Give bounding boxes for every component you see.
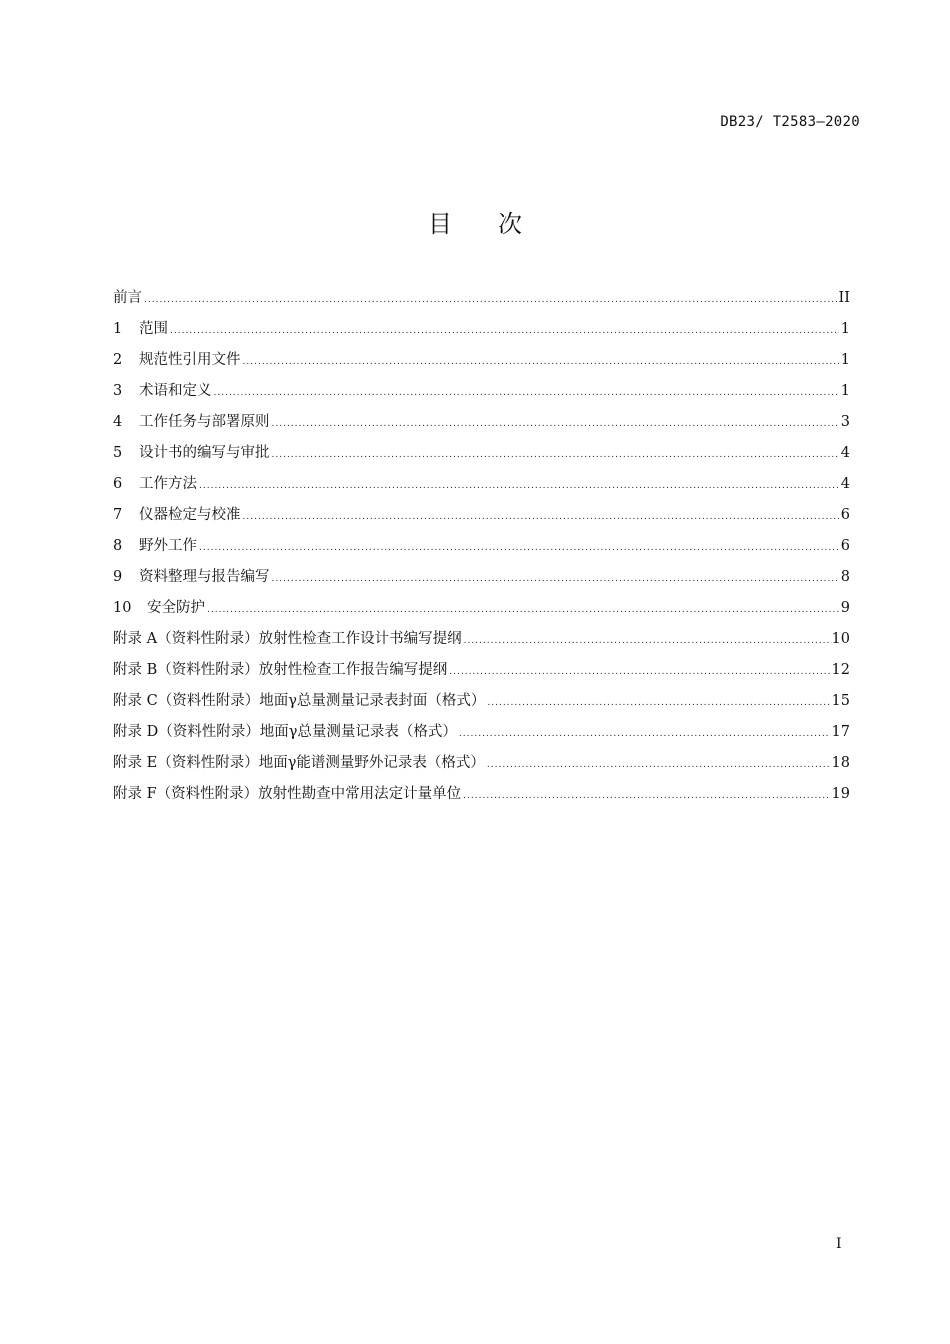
toc-entry-label: 地面γ能谱测量野外记录表（格式）	[258, 755, 485, 771]
toc-entry-appendix-e[interactable]	[113, 749, 850, 780]
toc-entry-label: 安全防护	[147, 600, 205, 616]
toc-dot-leader	[199, 472, 839, 500]
toc-entry-label: 放射性勘查中常用法定计量单位	[258, 786, 462, 802]
toc-section-number: 3	[113, 383, 123, 399]
toc-entry-label: 设计书的编写与审批	[139, 445, 270, 461]
toc-entry-foreword[interactable]	[113, 284, 850, 315]
toc-dot-leader	[487, 751, 830, 779]
toc-dot-leader	[243, 503, 839, 531]
toc-entry-label: 前言	[113, 290, 142, 306]
toc-entry-appendix-d[interactable]	[113, 718, 850, 749]
toc-entry-label: 规范性引用文件	[139, 352, 241, 368]
toc-page-number: 9	[840, 600, 850, 616]
toc-section-number: 9	[113, 569, 123, 585]
toc-dot-leader	[463, 782, 829, 810]
toc-dot-leader	[272, 410, 839, 438]
toc-entry-5[interactable]	[113, 439, 850, 470]
toc-page-number: 6	[840, 507, 850, 523]
toc-entry-1[interactable]	[113, 315, 850, 346]
toc-appendix-label: 附录 A（资料性附录）	[113, 631, 259, 647]
toc-entry-label: 野外工作	[139, 538, 197, 554]
toc-section-number: 2	[113, 352, 123, 368]
toc-entry-7[interactable]	[113, 501, 850, 532]
toc-section-number: 1	[113, 321, 123, 337]
toc-section-number: 6	[113, 476, 123, 492]
toc-section-number: 5	[113, 445, 123, 461]
toc-dot-leader	[464, 627, 830, 655]
toc-dot-leader	[272, 441, 839, 469]
toc-entry-label: 资料整理与报告编写	[139, 569, 270, 585]
toc-appendix-label: 附录 C（资料性附录）	[113, 693, 260, 709]
toc-entry-label: 地面γ总量测量记录表（格式）	[259, 724, 457, 740]
toc-entry-label: 范围	[139, 321, 168, 337]
toc-dot-leader	[459, 720, 830, 748]
toc-entry-8[interactable]	[113, 532, 850, 563]
page-title	[0, 204, 950, 239]
toc-entry-label: 工作方法	[139, 476, 197, 492]
toc-entry-label: 地面γ总量测量记录表封面（格式）	[259, 693, 486, 709]
toc-page-number: 10	[831, 631, 850, 647]
toc-entry-appendix-b[interactable]	[113, 656, 850, 687]
toc-page-number: 1	[840, 321, 850, 337]
toc-dot-leader	[207, 596, 839, 624]
toc-section-number: 8	[113, 538, 123, 554]
toc-appendix-label: 附录 B（资料性附录）	[113, 662, 259, 678]
toc-page-number: 4	[840, 476, 850, 492]
toc-page-number: 15	[831, 693, 850, 709]
toc-entry-3[interactable]	[113, 377, 850, 408]
toc-dot-leader	[243, 348, 839, 376]
toc-page-number: 8	[840, 569, 850, 585]
toc-entry-label: 术语和定义	[139, 383, 212, 399]
toc-page-number: 1	[840, 352, 850, 368]
toc-dot-leader	[144, 286, 837, 314]
toc-dot-leader	[214, 379, 839, 407]
toc-entry-label: 放射性检查工作报告编写提纲	[258, 662, 448, 678]
toc-page-number: 4	[840, 445, 850, 461]
toc-dot-leader	[170, 317, 839, 345]
toc-section-number: 4	[113, 414, 123, 430]
page-number: I	[836, 1236, 842, 1252]
page-title-char-2: 次	[498, 210, 522, 238]
table-of-contents	[113, 284, 850, 811]
toc-entry-4[interactable]	[113, 408, 850, 439]
toc-dot-leader	[487, 689, 829, 717]
toc-entry-label: 仪器检定与校准	[139, 507, 241, 523]
toc-entry-2[interactable]	[113, 346, 850, 377]
toc-page-number: 6	[840, 538, 850, 554]
toc-page-number: II	[838, 290, 850, 306]
toc-page-number: 19	[831, 786, 850, 802]
toc-entry-label: 放射性检查工作设计书编写提纲	[258, 631, 462, 647]
toc-entry-appendix-f[interactable]	[113, 780, 850, 811]
toc-dot-leader	[449, 658, 829, 686]
toc-dot-leader	[199, 534, 839, 562]
toc-section-number: 7	[113, 507, 123, 523]
toc-appendix-label: 附录 E（资料性附录）	[113, 755, 259, 771]
toc-page-number: 3	[840, 414, 850, 430]
toc-page-number: 18	[831, 755, 850, 771]
toc-page-number: 12	[831, 662, 850, 678]
document-code: DB23/ T2583—2020	[720, 114, 860, 130]
toc-entry-label: 工作任务与部署原则	[139, 414, 270, 430]
toc-page-number: 17	[831, 724, 850, 740]
toc-entry-appendix-c[interactable]	[113, 687, 850, 718]
toc-entry-10[interactable]	[113, 594, 850, 625]
page-title-char-1: 目	[428, 210, 452, 238]
toc-entry-9[interactable]	[113, 563, 850, 594]
toc-entry-6[interactable]	[113, 470, 850, 501]
toc-appendix-label: 附录 D（资料性附录）	[113, 724, 260, 740]
toc-page-number: 1	[840, 383, 850, 399]
toc-dot-leader	[272, 565, 839, 593]
toc-section-number: 10	[113, 600, 132, 616]
toc-entry-appendix-a[interactable]	[113, 625, 850, 656]
toc-appendix-label: 附录 F（资料性附录）	[113, 786, 259, 802]
